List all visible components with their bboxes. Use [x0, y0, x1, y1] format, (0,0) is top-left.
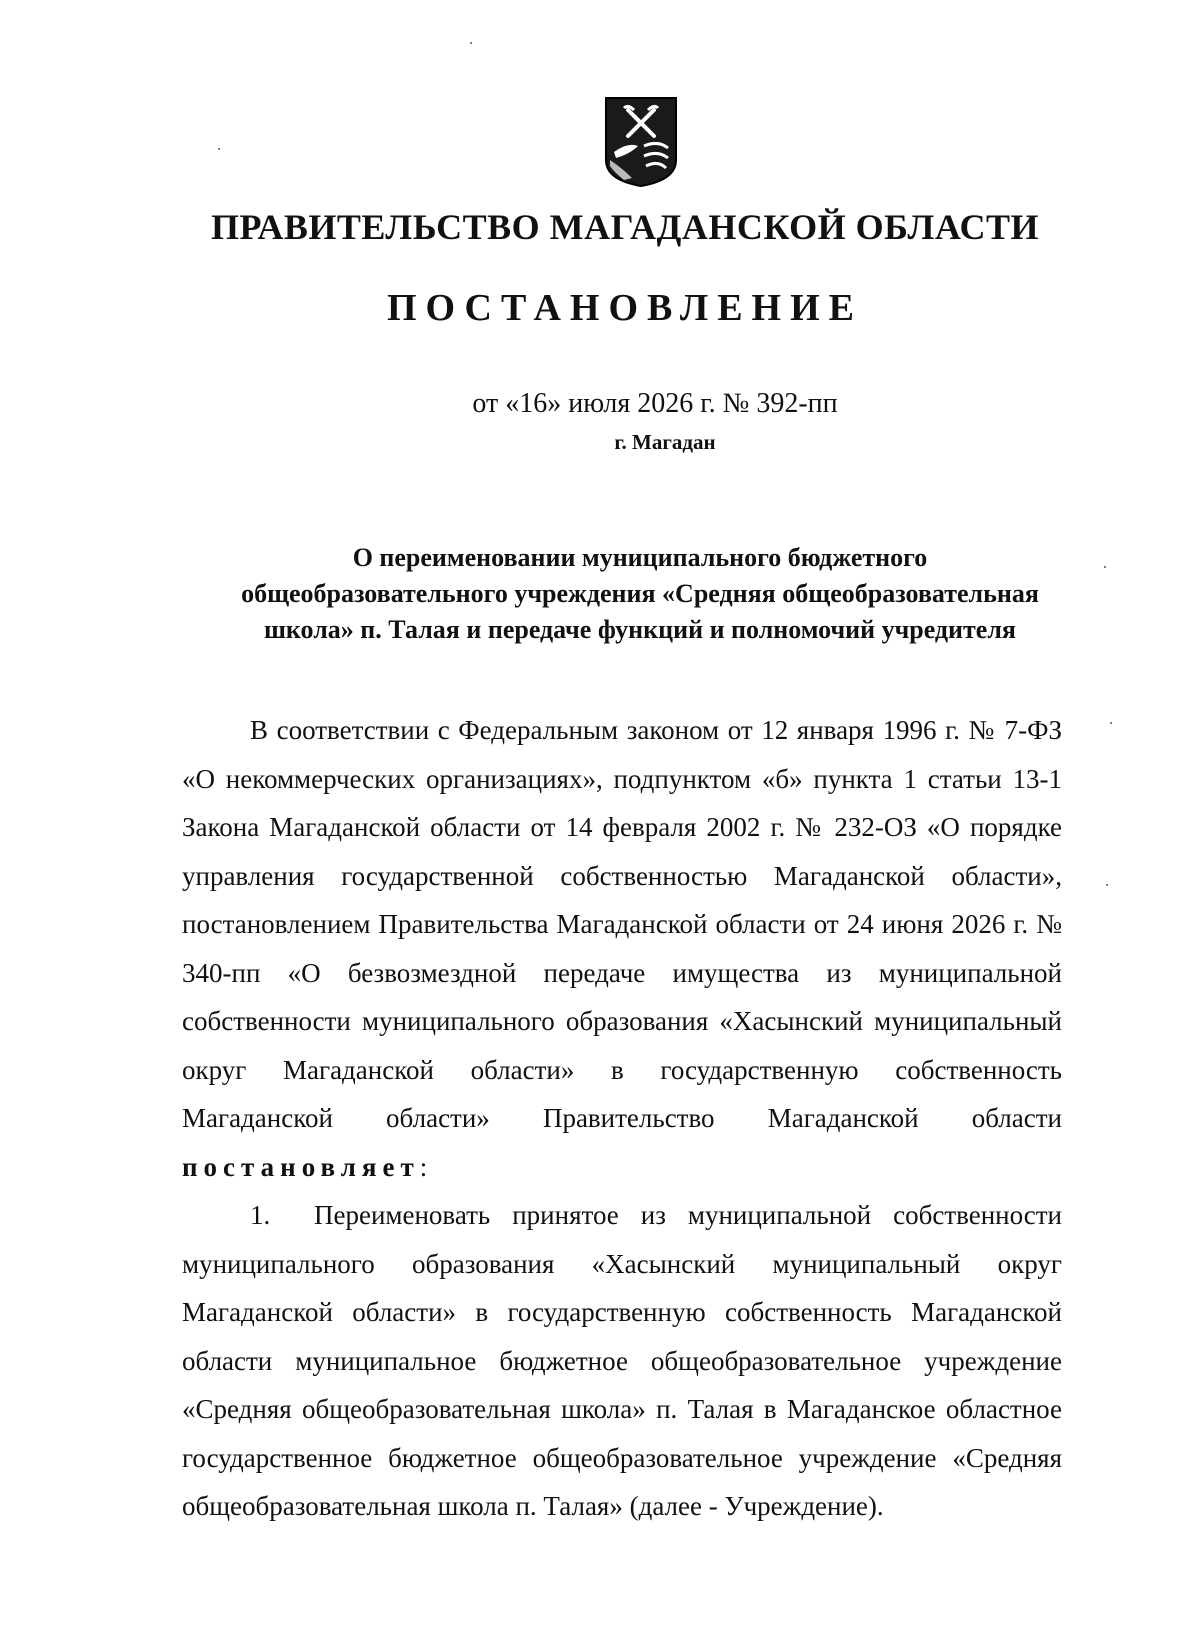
subject-line: О переименовании муниципального бюджетного — [352, 543, 928, 572]
document-subject — [160, 540, 1120, 648]
organization-title: ПРАВИТЕЛЬСТВО МАГАДАНСКОЙ ОБЛАСТИ — [210, 207, 1040, 247]
coat-of-arms-icon — [604, 96, 678, 188]
item-text: Переименовать принятое из муниципальной собственности муниципального образования «Хасынский муниципальный округ Магаданской области» в государственную собственность Магаданской области муниципальное бюджетное общеобразовательное учреждение «Средняя общеобразовательная школа» п. Талая в Магаданское областное государственное бюджетное общеобразовательное учреждение «Средняя общеобразовательная школа п. Талая» (далее - Учреждение). — [182, 1200, 1062, 1521]
scan-speck — [1110, 722, 1112, 724]
preamble-text: В соответствии с Федеральным законом от 12 января 1996 г. № 7-ФЗ «О некоммерческих организациях», подпунктом «б» пункта 1 статьи 13-1 Закона Магаданской области от 14 февраля 2002 г. № 232-ОЗ «О порядке управления государственной собственностью Магаданской области», постановлением Правительства Магаданской области от 24 июня 2026 г. № 340-пп «О безвозмездной передаче имущества из муниципальной собственности муниципального образования «Хасынский муниципальный округ Магаданской области» в государственную собственность Магаданской области» Правительство Магаданской области — [182, 715, 1062, 1133]
scan-speck — [1106, 884, 1108, 886]
preamble-paragraph — [182, 706, 1062, 1191]
document-city: г. Магадан — [614, 430, 716, 454]
document-body — [182, 706, 1062, 1531]
resolution-verb: постановляет — [182, 1151, 420, 1182]
document-date-number: от «16» июля 2026 г. № 392-пп — [472, 388, 838, 419]
item-number: 1. — [250, 1200, 271, 1230]
scan-speck — [218, 148, 220, 150]
scan-speck — [1104, 566, 1106, 568]
subject-line: школа» п. Талая и передаче функций и полномочий учредителя — [263, 615, 1017, 644]
item-paragraph-1 — [182, 1191, 1062, 1531]
preamble-colon: : — [419, 1151, 428, 1182]
subject-line: общеобразовательного учреждения «Средняя общеобразовательная — [241, 579, 1039, 608]
document-type: ПОСТАНОВЛЕНИЕ — [386, 287, 864, 329]
scan-speck — [470, 42, 472, 44]
